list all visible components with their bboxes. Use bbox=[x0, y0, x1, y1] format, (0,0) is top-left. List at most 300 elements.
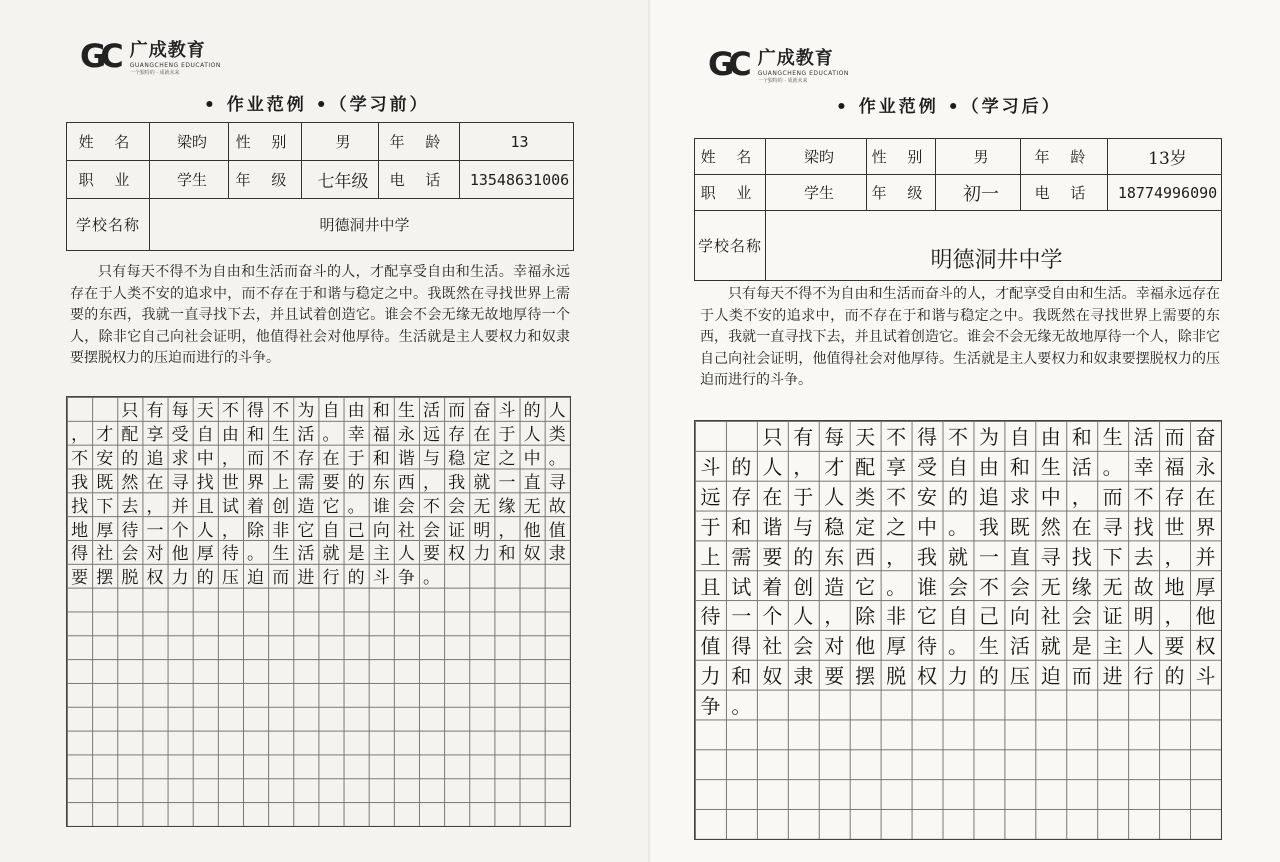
grid-cell bbox=[494, 731, 519, 755]
grid-cell bbox=[369, 659, 394, 683]
grid-cell bbox=[1128, 690, 1159, 720]
grid-cell: 追 bbox=[146, 449, 164, 469]
gender-label: 性 别 bbox=[229, 123, 302, 161]
grid-cell bbox=[757, 779, 788, 809]
grid-cell: 定 bbox=[855, 514, 876, 539]
grid-cell: 己 bbox=[347, 520, 365, 540]
grid-cell: 进 bbox=[297, 568, 315, 588]
grid-cell bbox=[444, 707, 469, 731]
grid-cell: 。 bbox=[731, 694, 752, 719]
grid-cell bbox=[494, 802, 519, 826]
grid-cell: 。 bbox=[886, 574, 907, 599]
grid-cell: 证 bbox=[1102, 604, 1123, 629]
grid-cell bbox=[520, 683, 545, 707]
grid-cell bbox=[973, 749, 1004, 779]
grid-cell bbox=[268, 635, 293, 659]
grid-cell: 一 bbox=[498, 472, 516, 493]
grid-cell bbox=[444, 588, 469, 612]
grid-cell: 活 bbox=[297, 544, 315, 564]
name-label: 姓 名 bbox=[67, 123, 150, 161]
grid-cell: 生 bbox=[272, 544, 290, 564]
grid-cell: 他 bbox=[523, 520, 541, 540]
grid-cell: 由 bbox=[1040, 425, 1061, 450]
grid-cell bbox=[850, 690, 881, 720]
grid-cell bbox=[788, 719, 819, 749]
grid-cell: 活 bbox=[297, 425, 315, 445]
grid-cell bbox=[1190, 809, 1221, 839]
grid-cell bbox=[243, 683, 268, 707]
grid-cell: 界 bbox=[1195, 514, 1216, 539]
grid-cell bbox=[344, 588, 369, 612]
grid-cell: 的 bbox=[947, 485, 968, 510]
job-value: 学生 bbox=[766, 175, 867, 211]
grid-cell bbox=[788, 809, 819, 839]
grid-cell: 试 bbox=[221, 496, 239, 517]
grid-cell: 永 bbox=[1195, 455, 1216, 480]
grid-cell: 中 bbox=[917, 514, 938, 539]
grid-cell bbox=[318, 754, 343, 778]
grid-cell: 力 bbox=[473, 544, 491, 564]
grid-cell bbox=[1128, 809, 1159, 839]
grid-cell bbox=[218, 611, 243, 635]
grid-cell: ， bbox=[146, 496, 164, 517]
grid-cell: 自 bbox=[196, 425, 214, 445]
grid-cell: 奴 bbox=[762, 664, 783, 689]
grid-cell bbox=[545, 802, 570, 826]
grid-cell bbox=[850, 719, 881, 749]
grid-cell bbox=[318, 778, 343, 802]
grid-cell bbox=[444, 754, 469, 778]
printed-passage: 只有每天不得不为自由和生活而奋斗的人，才配享受自由和生活。幸福永远存在于人类不安的追求中，而不存在于和谐与稳定之中。我既然在寻找世界上需要的东西，我就一直寻找下去，并且试着创造它。谁会不会无缘无故地厚待一个人，除非它自己向社会证明，他值得社会对他厚待。生活就是主人要权力和奴隶要摆脱权力的压迫而进行的斗争。 bbox=[70, 264, 570, 366]
grid-cell bbox=[912, 749, 943, 779]
grid-cell: 人 bbox=[548, 401, 566, 421]
grid-cell bbox=[1004, 779, 1035, 809]
grid-cell bbox=[444, 659, 469, 683]
grid-cell bbox=[318, 659, 343, 683]
grid-cell bbox=[394, 778, 419, 802]
grid-cell: 有 bbox=[146, 401, 164, 421]
grid-cell: 上 bbox=[272, 472, 290, 493]
name-label: 姓 名 bbox=[695, 139, 766, 175]
brand-tagline: 一个独特的 · 成就未来 bbox=[757, 78, 808, 84]
grid-cell: 于 bbox=[347, 449, 365, 469]
grid-cell bbox=[117, 707, 142, 731]
grid-cell bbox=[318, 635, 343, 659]
grid-cell: 追 bbox=[978, 485, 999, 510]
grid-cell bbox=[318, 707, 343, 731]
grid-cell bbox=[268, 659, 293, 683]
grid-cell bbox=[318, 731, 343, 755]
grade-label: 年 级 bbox=[867, 175, 936, 211]
grid-cell: 就 bbox=[947, 544, 968, 569]
grid-cell: 斗 bbox=[700, 455, 721, 480]
grid-cell: 由 bbox=[347, 401, 365, 421]
grid-cell bbox=[419, 611, 444, 635]
grid-cell bbox=[168, 611, 193, 635]
grade-value: 七年级 bbox=[302, 161, 379, 199]
grid-cell bbox=[394, 754, 419, 778]
age-label: 年 龄 bbox=[1021, 139, 1108, 175]
grid-cell bbox=[218, 707, 243, 731]
grid-cell bbox=[218, 683, 243, 707]
grid-cell bbox=[394, 683, 419, 707]
grid-cell: 造 bbox=[297, 496, 315, 517]
grade-value: 初一 bbox=[936, 175, 1021, 211]
grid-cell bbox=[67, 778, 92, 802]
grid-cell bbox=[142, 683, 167, 707]
grid-cell: 与 bbox=[793, 514, 814, 539]
grid-cell: ， bbox=[221, 520, 239, 540]
grid-cell: 得 bbox=[247, 401, 265, 421]
grid-cell bbox=[67, 611, 92, 635]
grid-cell bbox=[1066, 779, 1097, 809]
grid-cell: 西 bbox=[855, 544, 876, 569]
grid-cell bbox=[419, 683, 444, 707]
grid-cell bbox=[520, 564, 545, 588]
grid-cell bbox=[117, 635, 142, 659]
grid-cell bbox=[344, 802, 369, 826]
grid-cell bbox=[344, 707, 369, 731]
grid-cell bbox=[1035, 809, 1066, 839]
grid-cell bbox=[1004, 719, 1035, 749]
grid-cell: 远 bbox=[700, 485, 721, 510]
grid-cell: 既 bbox=[96, 472, 114, 493]
grid-cell: ， bbox=[498, 520, 516, 540]
grid-cell: 天 bbox=[855, 425, 876, 450]
gender-label: 性 别 bbox=[867, 139, 936, 175]
grid-cell bbox=[117, 731, 142, 755]
grid-cell bbox=[545, 754, 570, 778]
grid-cell bbox=[268, 707, 293, 731]
grid-cell bbox=[344, 611, 369, 635]
grid-cell bbox=[973, 779, 1004, 809]
grid-cell bbox=[444, 683, 469, 707]
grid-cell: 行 bbox=[1133, 664, 1154, 689]
grid-cell bbox=[193, 635, 218, 659]
grid-cell bbox=[520, 731, 545, 755]
grid-cell: 缘 bbox=[1071, 574, 1092, 599]
grid-cell: 会 bbox=[423, 520, 441, 540]
grid-cell bbox=[444, 778, 469, 802]
grid-cell bbox=[943, 690, 974, 720]
grid-cell bbox=[695, 749, 726, 779]
grid-cell: 不 bbox=[71, 449, 89, 469]
grid-cell bbox=[788, 779, 819, 809]
grid-cell bbox=[545, 731, 570, 755]
grid-cell: 于 bbox=[793, 485, 814, 510]
grid-cell: 对 bbox=[824, 634, 845, 659]
grid-cell: 生 bbox=[978, 634, 999, 659]
grid-cell bbox=[1128, 749, 1159, 779]
grid-cell: 它 bbox=[917, 604, 938, 629]
grid-cell bbox=[142, 754, 167, 778]
brand-name-en: GUANGCHENG EDUCATION bbox=[129, 62, 221, 69]
grid-cell: 权 bbox=[448, 544, 466, 564]
grid-cell: 我 bbox=[448, 472, 466, 493]
grid-cell: 不 bbox=[1133, 485, 1154, 510]
grid-cell: 而 bbox=[1071, 664, 1092, 689]
grid-cell: 生 bbox=[1102, 425, 1123, 450]
grid-cell bbox=[469, 611, 494, 635]
grid-cell bbox=[168, 731, 193, 755]
grid-cell bbox=[850, 779, 881, 809]
grid-cell: 社 bbox=[397, 520, 415, 540]
grid-cell: 不 bbox=[886, 485, 907, 510]
grid-cell bbox=[318, 683, 343, 707]
grid-cell: 定 bbox=[473, 449, 491, 469]
grid-cell: 世 bbox=[221, 472, 239, 493]
grid-cell: 不 bbox=[272, 449, 290, 469]
grid-cell bbox=[193, 683, 218, 707]
grid-cell: 权 bbox=[1195, 634, 1216, 659]
brand-name-cn: 广成教育 bbox=[129, 40, 206, 61]
grid-cell bbox=[168, 778, 193, 802]
grid-cell bbox=[92, 754, 117, 778]
grid-cell bbox=[545, 707, 570, 731]
grid-cell: 和 bbox=[1071, 425, 1092, 450]
grid-cell bbox=[850, 749, 881, 779]
grid-cell: 要 bbox=[824, 664, 845, 689]
grid-cell bbox=[168, 707, 193, 731]
grid-cell bbox=[394, 707, 419, 731]
grid-cell bbox=[193, 588, 218, 612]
grid-cell: 只 bbox=[762, 425, 783, 450]
grid-cell bbox=[943, 719, 974, 749]
grid-cell: 受 bbox=[171, 425, 189, 445]
grid-cell bbox=[142, 802, 167, 826]
grid-cell: 明 bbox=[473, 520, 491, 540]
grid-cell bbox=[444, 611, 469, 635]
grid-cell: 压 bbox=[1009, 664, 1030, 689]
grid-cell: 无 bbox=[1040, 574, 1061, 599]
grid-cell bbox=[168, 754, 193, 778]
grid-cell bbox=[142, 731, 167, 755]
grid-cell bbox=[268, 802, 293, 826]
grid-cell bbox=[695, 779, 726, 809]
grid-cell: 永 bbox=[397, 425, 415, 445]
grid-cell bbox=[117, 802, 142, 826]
grid-cell: 自 bbox=[322, 401, 340, 421]
grid-cell: 只 bbox=[121, 401, 139, 421]
grid-cell bbox=[973, 719, 1004, 749]
grid-cell bbox=[912, 719, 943, 749]
grid-cell bbox=[494, 588, 519, 612]
grid-cell bbox=[142, 611, 167, 635]
grid-cell bbox=[757, 809, 788, 839]
grid-cell bbox=[293, 802, 318, 826]
grid-cell: 会 bbox=[448, 496, 466, 517]
grid-cell: 而 bbox=[1102, 485, 1123, 510]
grid-cell: 和 bbox=[731, 514, 752, 539]
grid-cell: 创 bbox=[793, 574, 814, 599]
grid-cell bbox=[494, 635, 519, 659]
grid-cell: 待 bbox=[700, 604, 721, 629]
grid-cell: 迫 bbox=[1040, 664, 1061, 689]
grid-cell bbox=[92, 588, 117, 612]
grid-cell: 为 bbox=[978, 425, 999, 450]
grid-cell bbox=[218, 659, 243, 683]
grid-cell: 不 bbox=[272, 401, 290, 421]
grid-cell bbox=[117, 588, 142, 612]
grid-cell: 力 bbox=[700, 664, 721, 689]
logo-mark: GC bbox=[80, 37, 118, 75]
grid-cell bbox=[545, 564, 570, 588]
grid-cell: 压 bbox=[221, 568, 239, 588]
grid-cell: 在 bbox=[322, 449, 340, 469]
grid-cell: 脱 bbox=[121, 568, 139, 588]
grid-cell bbox=[419, 659, 444, 683]
grid-cell: 在 bbox=[473, 425, 491, 445]
grid-cell bbox=[243, 731, 268, 755]
grid-cell: 社 bbox=[96, 544, 114, 564]
grid-cell: 而 bbox=[448, 401, 466, 421]
grid-cell bbox=[726, 809, 757, 839]
grid-cell: 和 bbox=[498, 544, 516, 564]
grid-cell: 得 bbox=[731, 634, 752, 659]
grid-cell: 需 bbox=[731, 544, 752, 569]
grid-cell: 。 bbox=[947, 634, 968, 659]
grid-cell: 和 bbox=[372, 449, 390, 469]
grid-cell bbox=[92, 635, 117, 659]
grid-cell bbox=[92, 397, 117, 421]
grid-cell: 要 bbox=[423, 544, 441, 564]
grid-cell: 东 bbox=[372, 472, 390, 493]
right-page bbox=[650, 0, 1280, 862]
grid-cell bbox=[394, 802, 419, 826]
grid-cell bbox=[369, 635, 394, 659]
grid-cell: 斗 bbox=[1195, 664, 1216, 689]
grid-cell bbox=[394, 635, 419, 659]
job-label: 职 业 bbox=[695, 175, 766, 211]
grid-cell: 活 bbox=[423, 401, 441, 421]
grid-cell bbox=[168, 659, 193, 683]
grid-cell bbox=[1128, 719, 1159, 749]
grid-cell bbox=[545, 588, 570, 612]
grid-cell bbox=[394, 731, 419, 755]
grid-cell: 待 bbox=[221, 544, 239, 564]
grid-cell bbox=[726, 779, 757, 809]
grid-cell bbox=[369, 707, 394, 731]
grid-cell bbox=[344, 659, 369, 683]
grid-cell bbox=[193, 707, 218, 731]
grid-cell bbox=[293, 707, 318, 731]
grid-cell bbox=[943, 749, 974, 779]
grid-cell: 在 bbox=[146, 472, 164, 493]
grid-cell: 在 bbox=[1071, 514, 1092, 539]
grid-cell: 活 bbox=[1071, 455, 1092, 480]
grid-cell bbox=[1035, 719, 1066, 749]
grid-cell bbox=[344, 635, 369, 659]
grid-cell bbox=[67, 397, 92, 421]
grid-cell bbox=[1035, 690, 1066, 720]
grid-cell bbox=[394, 659, 419, 683]
grid-cell bbox=[419, 588, 444, 612]
grid-cell: 。 bbox=[423, 568, 441, 588]
grid-cell bbox=[520, 588, 545, 612]
school-value: 明德洞井中学 bbox=[150, 199, 574, 251]
grid-cell bbox=[881, 809, 912, 839]
grid-cell bbox=[193, 731, 218, 755]
grid-cell bbox=[168, 588, 193, 612]
grid-cell: 自 bbox=[947, 604, 968, 629]
grid-cell bbox=[1159, 779, 1190, 809]
grid-cell: 活 bbox=[1009, 634, 1030, 659]
grid-cell bbox=[545, 635, 570, 659]
grid-cell: 需 bbox=[297, 472, 315, 493]
grid-cell bbox=[494, 611, 519, 635]
grid-cell: 。 bbox=[1102, 455, 1123, 480]
grid-cell: 社 bbox=[762, 634, 783, 659]
grid-cell: 争 bbox=[397, 568, 415, 588]
grid-cell bbox=[394, 611, 419, 635]
grid-cell bbox=[419, 707, 444, 731]
grid-cell: 于 bbox=[498, 425, 516, 445]
grid-cell: 斗 bbox=[498, 401, 516, 421]
writing-grid bbox=[694, 420, 1222, 840]
brand-tagline: 一个独特的 · 成就未来 bbox=[129, 70, 180, 76]
grid-cell bbox=[193, 659, 218, 683]
grid-cell: 斗 bbox=[372, 568, 390, 588]
grid-cell: 会 bbox=[947, 574, 968, 599]
grid-cell bbox=[369, 611, 394, 635]
grid-cell bbox=[494, 659, 519, 683]
grid-cell bbox=[912, 809, 943, 839]
grid-cell bbox=[757, 719, 788, 749]
grid-cell: 权 bbox=[917, 664, 938, 689]
grid-cell bbox=[193, 778, 218, 802]
grid-cell bbox=[469, 588, 494, 612]
grid-cell: 去 bbox=[121, 496, 139, 517]
grid-cell: 不 bbox=[221, 401, 239, 421]
grid-cell bbox=[67, 731, 92, 755]
grid-cell: 自 bbox=[947, 455, 968, 480]
grid-cell bbox=[67, 635, 92, 659]
grid-cell: 幸 bbox=[347, 425, 365, 445]
grid-cell bbox=[819, 779, 850, 809]
grid-cell: 谁 bbox=[917, 574, 938, 599]
grid-cell: 除 bbox=[247, 520, 265, 540]
grid-cell: 力 bbox=[947, 664, 968, 689]
grid-cell: 主 bbox=[372, 544, 390, 564]
grid-cell bbox=[92, 683, 117, 707]
grid-cell bbox=[243, 778, 268, 802]
grid-cell: 不 bbox=[978, 574, 999, 599]
grid-cell bbox=[1004, 809, 1035, 839]
grid-cell: 厚 bbox=[96, 520, 114, 540]
grid-cell: 人 bbox=[1133, 634, 1154, 659]
grid-cell bbox=[545, 778, 570, 802]
grid-cell: 下 bbox=[1102, 544, 1123, 569]
grid-cell: 迫 bbox=[247, 568, 265, 588]
grid-cell: 向 bbox=[1009, 604, 1030, 629]
grid-cell: 然 bbox=[121, 472, 139, 493]
grid-cell bbox=[494, 564, 519, 588]
grid-cell: 求 bbox=[1009, 485, 1030, 510]
grid-cell: 厚 bbox=[886, 634, 907, 659]
phone-label: 电 话 bbox=[379, 161, 460, 199]
grid-cell: 着 bbox=[247, 496, 265, 517]
grid-cell: 争 bbox=[700, 694, 721, 719]
grid-cell: 寻 bbox=[171, 472, 189, 493]
brand-logo bbox=[708, 44, 849, 84]
grid-cell: 和 bbox=[731, 664, 752, 689]
grid-cell: 。 bbox=[548, 449, 566, 469]
grid-cell bbox=[344, 778, 369, 802]
grid-cell: 东 bbox=[824, 544, 845, 569]
brand-logo bbox=[80, 36, 221, 76]
grid-cell bbox=[545, 659, 570, 683]
grid-cell bbox=[419, 731, 444, 755]
